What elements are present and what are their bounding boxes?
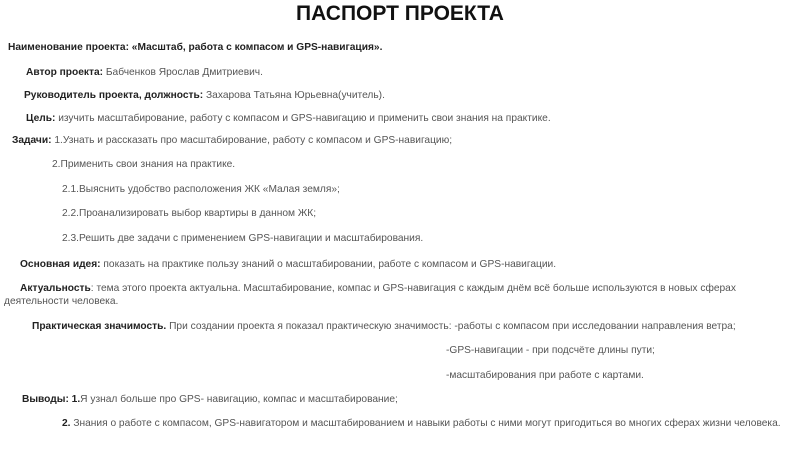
conclusions [22, 393, 398, 406]
practical-value: При создании проекта я показал практическую значимость: -работы с компасом при исследовании направления ветра; [166, 321, 736, 332]
conclusions-label: Выводы: 1. [22, 394, 81, 405]
tasks-label: Задачи: [12, 135, 52, 146]
leader-value: Захарова Татьяна Юрьевна(учитель). [203, 90, 385, 101]
task-1: 1.Узнать и рассказать про масштабирование, работу с компасом и GPS-навигацию; [51, 135, 453, 146]
project-tasks [12, 134, 452, 147]
project-name-label: Наименование проекта: «Масштаб, работа с компасом и GPS-навигация». [8, 42, 383, 53]
conclusion-2 [4, 417, 794, 430]
project-goal [26, 112, 551, 125]
main-idea [20, 258, 556, 271]
task-2-3: 2.3.Решить две задачи с применением GPS-навигации и масштабирования. [62, 233, 424, 244]
author-value: Бабченков Ярослав Дмитриевич. [103, 67, 263, 78]
idea-label: Основная идея: [20, 259, 101, 270]
practical-gps: -GPS-навигации - при подсчёте длины пути; [446, 345, 655, 356]
relevance [4, 282, 764, 308]
task-2: 2.Применить свои знания на практике. [52, 159, 236, 170]
practical-maps: -масштабирования при работе с картами. [446, 370, 644, 381]
relevance-label: Актуальность [20, 283, 91, 294]
practical-significance [32, 320, 736, 333]
project-author [26, 66, 263, 79]
idea-value: показать на практике пользу знаний о масштабировании, работе с компасом и GPS-навигации. [100, 259, 557, 270]
conclusion-2-value: Знания о работе с компасом, GPS-навигатором и масштабированием и навыки работы с ними могут пригодиться во многих сферах жизни человека. [70, 418, 781, 429]
practical-label: Практическая значимость. [32, 321, 167, 332]
task-2-2: 2.2.Проанализировать выбор квартиры в данном ЖК; [62, 208, 317, 219]
task-2-1: 2.1.Выяснить удобство расположения ЖК «Малая земля»; [62, 184, 340, 195]
goal-value: изучить масштабирование, работу с компасом и GPS-навигацию и применить свои знания на практике. [55, 113, 551, 124]
page-title: ПАСПОРТ ПРОЕКТА [296, 2, 504, 25]
project-leader [24, 89, 385, 102]
goal-label: Цель: [26, 113, 56, 124]
conclusion-2-label: 2. [62, 418, 71, 429]
relevance-value: : тема этого проекта актуальна. Масштабирование, компас и GPS-навигация с каждым днём всё больше используются в новых сферах деятельности человека. [4, 283, 736, 307]
author-label: Автор проекта: [26, 67, 104, 78]
conclusion-1: Я узнал больше про GPS- навигацию, компас и масштабирование; [80, 394, 398, 405]
project-name [8, 41, 382, 54]
leader-label: Руководитель проекта, должность: [24, 90, 204, 101]
